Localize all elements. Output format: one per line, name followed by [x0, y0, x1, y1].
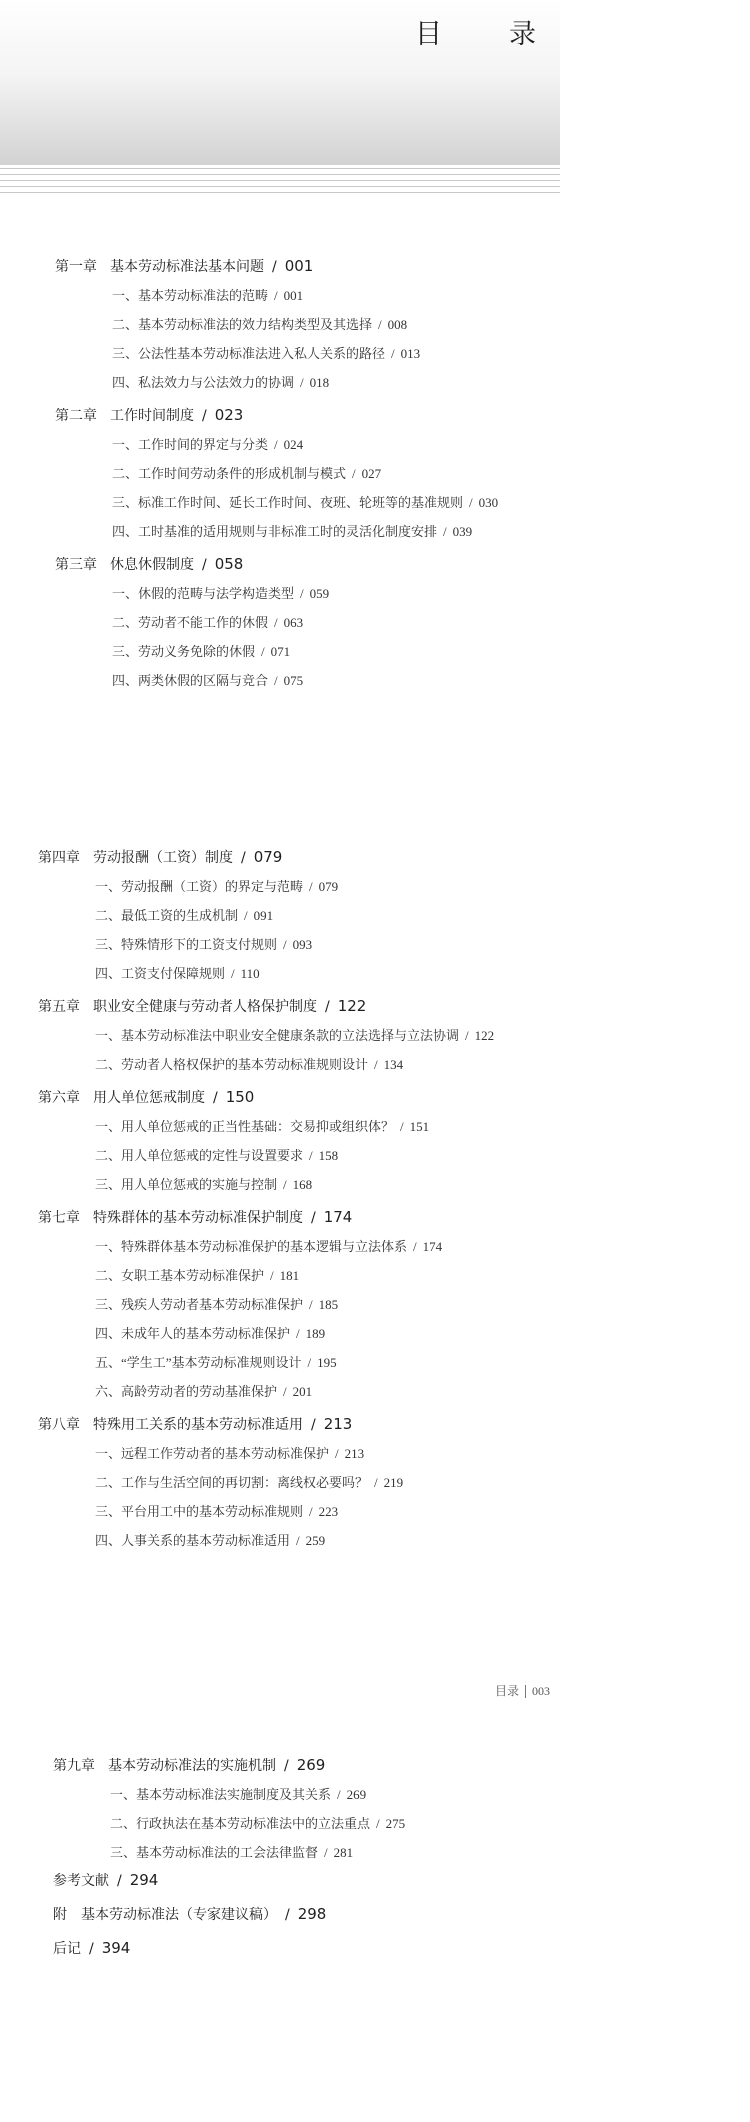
separator: / — [202, 408, 207, 424]
extra-title: 参考文献 — [53, 1873, 109, 1889]
entry-title: 一、劳动报酬（工资）的界定与范畴 — [95, 879, 304, 894]
entry-title: 一、工作时间的界定与分类 — [112, 437, 269, 452]
separator: / — [309, 1297, 313, 1312]
chapter-page: 023 — [214, 406, 244, 424]
separator: / — [311, 1417, 316, 1433]
toc-extra[interactable] — [53, 1897, 326, 1931]
toc-entry[interactable] — [112, 637, 498, 666]
separator: / — [296, 1326, 300, 1341]
entry-page: 223 — [318, 1504, 339, 1519]
entry-page: 063 — [283, 615, 304, 630]
section-list — [95, 1112, 494, 1199]
separator: / — [309, 1148, 313, 1163]
separator: / — [283, 1384, 287, 1399]
entry-title: 二、基本劳动标准法的效力结构类型及其选择 — [112, 317, 373, 332]
entry-page: 122 — [474, 1028, 495, 1043]
separator: / — [244, 908, 248, 923]
entry-title: 二、工作与生活空间的再切割：离线权必要吗？ — [95, 1475, 369, 1490]
toc-section — [38, 845, 494, 1561]
toc-entry[interactable] — [95, 901, 494, 930]
separator: / — [274, 673, 278, 688]
separator: / — [272, 259, 277, 275]
toc-entry[interactable] — [95, 1377, 494, 1406]
entry-title: 三、残疾人劳动者基本劳动标准保护 — [95, 1297, 304, 1312]
separator: / — [117, 1873, 122, 1889]
toc-entry[interactable] — [112, 666, 498, 695]
toc-entry[interactable] — [112, 339, 498, 368]
entry-page: 213 — [344, 1446, 365, 1461]
entry-page: 134 — [383, 1057, 404, 1072]
separator: / — [274, 288, 278, 303]
page-footer — [495, 1682, 550, 1699]
chapter-title: 职业安全健康与劳动者人格保护制度 — [93, 999, 317, 1015]
toc-section — [53, 1753, 405, 1873]
chapter-heading[interactable] — [55, 552, 498, 576]
entry-page: 174 — [422, 1239, 443, 1254]
separator: / — [325, 999, 330, 1015]
chapter-block — [38, 1412, 494, 1555]
entry-title: 三、特殊情形下的工资支付规则 — [95, 937, 278, 952]
toc-extra[interactable] — [53, 1863, 326, 1897]
separator: / — [283, 1177, 287, 1192]
entry-title: 六、高龄劳动者的劳动基准保护 — [95, 1384, 278, 1399]
toc-entry[interactable] — [95, 1232, 494, 1261]
separator: / — [307, 1355, 312, 1370]
separator: / — [469, 495, 473, 510]
toc-entry[interactable] — [112, 608, 498, 637]
chapter-block — [38, 994, 494, 1079]
separator: / — [413, 1239, 417, 1254]
separator: / — [311, 1210, 316, 1226]
entry-page: 281 — [333, 1845, 354, 1860]
toc-entry[interactable] — [95, 1439, 494, 1468]
chapter-block — [38, 845, 494, 988]
toc-entry[interactable] — [110, 1780, 405, 1809]
toc-entry[interactable] — [95, 1348, 494, 1377]
toc-extras — [53, 1863, 326, 1965]
section-list — [112, 430, 498, 546]
extra-title: 附 基本劳动标准法（专家建议稿） — [53, 1907, 277, 1923]
chapter-page: 058 — [214, 555, 244, 573]
chapter-page: 122 — [337, 997, 367, 1015]
entry-title: 三、平台用工中的基本劳动标准规则 — [95, 1504, 304, 1519]
entry-page: 013 — [400, 346, 421, 361]
chapter-heading[interactable] — [38, 994, 494, 1018]
chapter-title: 劳动报酬（工资）制度 — [93, 850, 233, 866]
section-list — [112, 281, 498, 397]
entry-title: 一、基本劳动标准法中职业安全健康条款的立法选择与立法协调 — [95, 1028, 460, 1043]
chapter-title: 工作时间制度 — [110, 408, 194, 424]
toc-entry[interactable] — [112, 459, 498, 488]
extra-page: 394 — [101, 1939, 131, 1957]
entry-page: 093 — [292, 937, 313, 952]
entry-page: 259 — [305, 1533, 326, 1548]
section-list — [95, 1439, 494, 1555]
entry-page: 008 — [387, 317, 408, 332]
separator: / — [89, 1941, 94, 1957]
entry-page: 027 — [361, 466, 382, 481]
entry-title: 四、工时基准的适用规则与非标准工时的灵活化制度安排 — [112, 524, 438, 539]
chapter-number: 第六章 — [38, 1090, 80, 1106]
entry-title: 二、用人单位惩戒的定性与设置要求 — [95, 1148, 304, 1163]
separator: / — [270, 1268, 274, 1283]
entry-page: 269 — [346, 1787, 367, 1802]
entry-page: 195 — [317, 1355, 337, 1370]
chapter-heading[interactable] — [38, 1085, 494, 1109]
toc-entry[interactable] — [112, 488, 498, 517]
entry-page: 024 — [283, 437, 304, 452]
chapter-number: 第七章 — [38, 1210, 80, 1226]
entry-title: 二、女职工基本劳动标准保护 — [95, 1268, 265, 1283]
section-list — [95, 872, 494, 988]
chapter-block — [55, 254, 498, 397]
entry-page: 091 — [253, 908, 274, 923]
chapter-page: 079 — [253, 848, 283, 866]
chapter-number: 第八章 — [38, 1417, 80, 1433]
toc-entry[interactable] — [95, 1319, 494, 1348]
toc-entry[interactable] — [95, 1526, 494, 1555]
entry-title: 一、基本劳动标准法的范畴 — [112, 288, 269, 303]
toc-entry[interactable] — [95, 1050, 494, 1079]
header-rule — [0, 174, 560, 175]
toc-entry[interactable] — [95, 959, 494, 988]
entry-page: 071 — [270, 644, 291, 659]
extra-page: 298 — [297, 1905, 327, 1923]
entry-title: 二、行政执法在基本劳动标准法中的立法重点 — [110, 1816, 371, 1831]
separator: / — [283, 937, 287, 952]
separator: / — [374, 1057, 378, 1072]
header-rule — [0, 180, 560, 181]
header-rule — [0, 186, 560, 187]
separator: / — [274, 437, 278, 452]
entry-title: 五、“学生工”基本劳动标准规则设计 — [95, 1355, 302, 1370]
entry-title: 一、用人单位惩戒的正当性基础：交易抑或组织体？ — [95, 1119, 395, 1134]
entry-page: 110 — [240, 966, 260, 981]
entry-title: 四、工资支付保障规则 — [95, 966, 226, 981]
chapter-number: 第一章 — [55, 259, 97, 275]
chapter-title: 特殊群体的基本劳动标准保护制度 — [93, 1210, 303, 1226]
entry-page: 075 — [283, 673, 304, 688]
separator: / — [337, 1787, 341, 1802]
separator: / — [285, 1907, 290, 1923]
toc-entry[interactable] — [112, 310, 498, 339]
chapter-page: 213 — [323, 1415, 353, 1433]
separator: / — [400, 1119, 404, 1134]
chapter-block — [38, 1085, 494, 1199]
toc-entry[interactable] — [95, 1468, 494, 1497]
toc-entry[interactable] — [95, 1141, 494, 1170]
toc-entry[interactable] — [95, 1290, 494, 1319]
entry-title: 三、用人单位惩戒的实施与控制 — [95, 1177, 278, 1192]
entry-title: 一、基本劳动标准法实施制度及其关系 — [110, 1787, 332, 1802]
header-rule — [0, 192, 560, 193]
chapter-page: 174 — [323, 1208, 353, 1226]
chapter-heading[interactable] — [55, 403, 498, 427]
entry-title: 三、公法性基本劳动标准法进入私人关系的路径 — [112, 346, 386, 361]
entry-title: 三、劳动义务免除的休假 — [112, 644, 256, 659]
entry-page: 189 — [305, 1326, 326, 1341]
separator: / — [324, 1845, 328, 1860]
entry-title: 二、劳动者人格权保护的基本劳动标准规则设计 — [95, 1057, 369, 1072]
entry-page: 079 — [318, 879, 339, 894]
chapter-block — [53, 1753, 405, 1867]
chapter-number: 第三章 — [55, 557, 97, 573]
section-list — [95, 1232, 494, 1406]
chapter-number: 第九章 — [53, 1758, 95, 1774]
page-title: 目 录 — [415, 19, 556, 50]
entry-title: 二、劳动者不能工作的休假 — [112, 615, 269, 630]
entry-page: 275 — [385, 1816, 406, 1831]
toc-entry[interactable] — [95, 1261, 494, 1290]
separator: / — [231, 966, 235, 981]
separator: / — [309, 879, 313, 894]
entry-title: 四、两类休假的区隔与竞合 — [112, 673, 269, 688]
separator: / — [284, 1758, 289, 1774]
separator: / — [261, 644, 265, 659]
separator: / — [443, 524, 447, 539]
separator: / — [391, 346, 395, 361]
entry-page: 168 — [292, 1177, 313, 1192]
separator: / — [241, 850, 246, 866]
entry-page: 158 — [318, 1148, 339, 1163]
chapter-block — [38, 1205, 494, 1406]
separator: / — [300, 375, 304, 390]
separator: / — [374, 1475, 378, 1490]
toc-entry[interactable] — [95, 1021, 494, 1050]
separator: / — [378, 317, 382, 332]
chapter-heading[interactable] — [38, 845, 494, 869]
entry-title: 三、标准工作时间、延长工作时间、夜班、轮班等的基准规则 — [112, 495, 464, 510]
toc-entry[interactable] — [112, 517, 498, 546]
separator: / — [296, 1533, 300, 1548]
toc-entry[interactable] — [95, 1497, 494, 1526]
chapter-heading[interactable] — [38, 1205, 494, 1229]
section-list — [112, 579, 498, 695]
entry-page: 151 — [409, 1119, 430, 1134]
chapter-number: 第二章 — [55, 408, 97, 424]
entry-page: 001 — [283, 288, 304, 303]
chapter-title: 特殊用工关系的基本劳动标准适用 — [93, 1417, 303, 1433]
separator: / — [352, 466, 356, 481]
chapter-title: 休息休假制度 — [110, 557, 194, 573]
separator: / — [376, 1816, 380, 1831]
entry-title: 四、人事关系的基本劳动标准适用 — [95, 1533, 291, 1548]
chapter-number: 第五章 — [38, 999, 80, 1015]
chapter-page: 269 — [296, 1756, 326, 1774]
chapter-page: 150 — [225, 1088, 255, 1106]
footer-label: 目录 — [495, 1684, 520, 1698]
chapter-title: 用人单位惩戒制度 — [93, 1090, 205, 1106]
entry-page: 059 — [309, 586, 330, 601]
chapter-heading[interactable] — [55, 254, 498, 278]
chapter-heading[interactable] — [38, 1412, 494, 1436]
toc-entry[interactable] — [95, 872, 494, 901]
entry-page: 181 — [279, 1268, 300, 1283]
header-rule — [0, 168, 560, 169]
chapter-heading[interactable] — [53, 1753, 405, 1777]
extra-page: 294 — [129, 1871, 159, 1889]
footer-page-number: 003 — [532, 1684, 551, 1698]
toc-entry[interactable] — [112, 430, 498, 459]
entry-title: 一、远程工作劳动者的基本劳动标准保护 — [95, 1446, 330, 1461]
section-list — [95, 1021, 494, 1079]
toc-entry[interactable] — [95, 1112, 494, 1141]
entry-title: 二、工作时间劳动条件的形成机制与模式 — [112, 466, 347, 481]
entry-title: 四、私法效力与公法效力的协调 — [112, 375, 295, 390]
chapter-number: 第四章 — [38, 850, 80, 866]
chapter-title: 基本劳动标准法基本问题 — [110, 259, 264, 275]
toc-entry[interactable] — [95, 1170, 494, 1199]
chapter-block — [55, 552, 498, 695]
separator: / — [309, 1504, 313, 1519]
entry-title: 三、基本劳动标准法的工会法律监督 — [110, 1845, 319, 1860]
separator: / — [213, 1090, 218, 1106]
separator: / — [465, 1028, 469, 1043]
toc-entry[interactable] — [112, 281, 498, 310]
entry-title: 四、未成年人的基本劳动标准保护 — [95, 1326, 291, 1341]
entry-title: 一、特殊群体基本劳动标准保护的基本逻辑与立法体系 — [95, 1239, 408, 1254]
entry-title: 二、最低工资的生成机制 — [95, 908, 239, 923]
chapter-title: 基本劳动标准法的实施机制 — [108, 1758, 276, 1774]
entry-page: 030 — [478, 495, 499, 510]
toc-extra[interactable] — [53, 1931, 326, 1965]
entry-page: 201 — [292, 1384, 313, 1399]
toc-entry[interactable] — [95, 930, 494, 959]
toc-entry[interactable] — [112, 579, 498, 608]
footer-divider — [525, 1685, 526, 1698]
separator: / — [335, 1446, 339, 1461]
entry-page: 219 — [383, 1475, 404, 1490]
section-list — [110, 1780, 405, 1867]
separator: / — [274, 615, 278, 630]
toc-entry[interactable] — [112, 368, 498, 397]
separator: / — [300, 586, 304, 601]
toc-entry[interactable] — [110, 1809, 405, 1838]
entry-page: 185 — [318, 1297, 339, 1312]
entry-page: 018 — [309, 375, 330, 390]
chapter-block — [55, 403, 498, 546]
entry-page: 039 — [452, 524, 473, 539]
extra-title: 后记 — [53, 1941, 81, 1957]
toc-section — [55, 254, 498, 701]
separator: / — [202, 557, 207, 573]
chapter-page: 001 — [284, 257, 314, 275]
entry-title: 一、休假的范畴与法学构造类型 — [112, 586, 295, 601]
